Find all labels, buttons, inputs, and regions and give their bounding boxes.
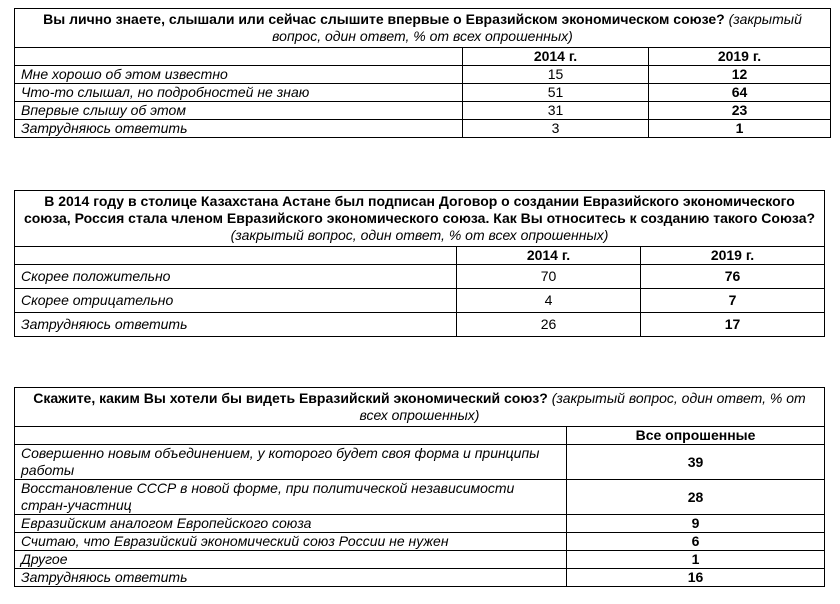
value-2014: 3 [463, 120, 649, 138]
value-2019: 17 [641, 313, 825, 337]
table-row [15, 533, 825, 551]
value-2019: 12 [649, 66, 831, 84]
table-row [15, 289, 825, 313]
table-row [15, 569, 825, 587]
question-text: Скажите, каким Вы хотели бы видеть Евразийский экономический союз? [33, 390, 548, 406]
value-2014: 4 [457, 289, 641, 313]
row-label: Считаю, что Евразийский экономический союз России не нужен [15, 533, 567, 551]
row-label: Что-то слышал, но подробностей не знаю [15, 84, 463, 102]
value-all: 9 [567, 515, 825, 533]
table-row [15, 445, 825, 480]
table-row [15, 84, 831, 102]
header-empty [15, 427, 567, 445]
row-label: Восстановление СССР в новой форме, при политической независимости стран-участниц [15, 480, 567, 515]
row-label: Затрудняюсь ответить [15, 313, 457, 337]
row-label: Впервые слышу об этом [15, 102, 463, 120]
row-label: Евразийским аналогом Европейского союза [15, 515, 567, 533]
table-row [15, 480, 825, 515]
column-header-2014: 2014 г. [457, 247, 641, 265]
table-row [15, 515, 825, 533]
column-header-2019: 2019 г. [649, 48, 831, 66]
value-2019: 23 [649, 102, 831, 120]
value-2019: 64 [649, 84, 831, 102]
table-row [15, 120, 831, 138]
table-row [15, 102, 831, 120]
attitude-table [14, 190, 825, 337]
table-row [15, 551, 825, 569]
value-2019: 76 [641, 265, 825, 289]
row-label: Скорее отрицательно [15, 289, 457, 313]
value-2014: 26 [457, 313, 641, 337]
value-2014: 51 [463, 84, 649, 102]
header-empty [15, 247, 457, 265]
value-all: 6 [567, 533, 825, 551]
value-2014: 31 [463, 102, 649, 120]
column-header-all: Все опрошенные [567, 427, 825, 445]
question-note: (закрытый вопрос, один ответ, % от всех опрошенных) [230, 227, 609, 243]
value-2014: 70 [457, 265, 641, 289]
value-2019: 1 [649, 120, 831, 138]
value-all: 1 [567, 551, 825, 569]
value-all: 16 [567, 569, 825, 587]
awareness-table [14, 8, 831, 138]
value-all: 28 [567, 480, 825, 515]
header-empty [15, 48, 463, 66]
row-label: Скорее положительно [15, 265, 457, 289]
row-label: Затрудняюсь ответить [15, 120, 463, 138]
question-text: Вы лично знаете, слышали или сейчас слышите впервые о Евразийском экономическом союзе? [43, 11, 725, 27]
row-label: Мне хорошо об этом известно [15, 66, 463, 84]
question-header [15, 9, 831, 48]
value-2019: 7 [641, 289, 825, 313]
question-text: В 2014 году в столице Казахстана Астане был подписан Договор о создании Евразийского экономического союза, Россия стала членом Евразийского экономического союза. Как Вы относитесь к созданию такого Союза? [23, 193, 816, 226]
row-label: Другое [15, 551, 567, 569]
question-note: (закрытый вопрос, один ответ, % от всех опрошенных) [359, 390, 806, 423]
value-2014: 15 [463, 66, 649, 84]
row-label: Совершенно новым объединением, у которого будет своя форма и принципы работы [15, 445, 567, 480]
preference-table [14, 387, 825, 587]
table-row [15, 265, 825, 289]
question-note: (закрытый вопрос, один ответ, % от всех опрошенных) [272, 11, 802, 44]
column-header-2019: 2019 г. [641, 247, 825, 265]
table-row [15, 66, 831, 84]
column-header-2014: 2014 г. [463, 48, 649, 66]
value-all: 39 [567, 445, 825, 480]
table-row [15, 313, 825, 337]
row-label: Затрудняюсь ответить [15, 569, 567, 587]
question-header [15, 388, 825, 427]
question-header [15, 191, 825, 247]
